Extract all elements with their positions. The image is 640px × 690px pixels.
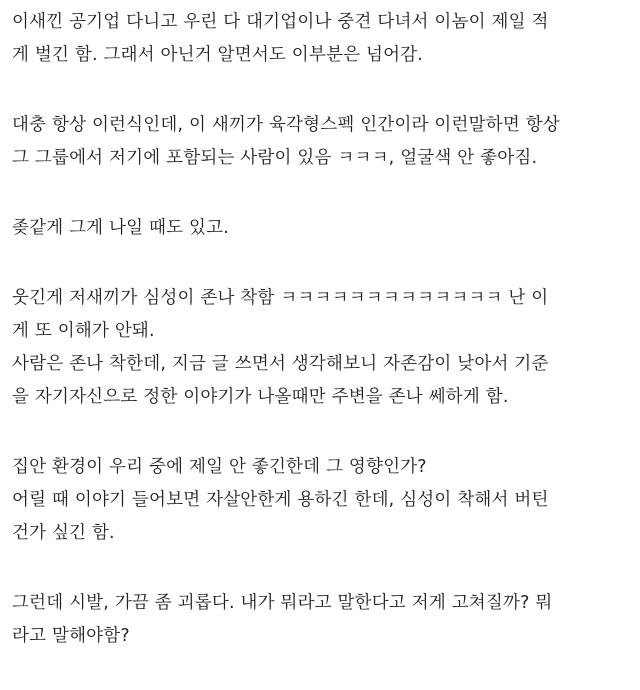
- text-line: 건가 싶긴 함.: [12, 523, 115, 543]
- paragraph-6: [12, 587, 632, 653]
- text-line: 을 자기자신으로 정한 이야기가 나올때만 주변을 존나 쎄하게 함.: [12, 387, 509, 407]
- text-line: 그 그룹에서 저기에 포함되는 사람이 있음 ㅋㅋㅋ, 얼굴색 안 좋아짐.: [12, 148, 538, 168]
- text-line: 그런데 시발, 가끔 좀 괴롭다. 내가 뭐라고 말한다고 저게 고쳐질까? 뭐: [12, 593, 553, 613]
- text-line: 게 또 이해가 안돼.: [12, 321, 155, 341]
- text-line: 집안 환경이 우리 중에 제일 안 좋긴한데 그 영향인가?: [12, 457, 427, 477]
- paragraph-3: [12, 212, 632, 245]
- paragraph-1: [12, 6, 632, 72]
- text-line: 좆같게 그게 나일 때도 있고.: [12, 218, 229, 238]
- text-line: 웃긴게 저새끼가 심성이 존나 착함 ㅋㅋㅋㅋㅋㅋㅋㅋㅋㅋㅋㅋㅋ 난 이: [12, 288, 549, 308]
- text-line: 이새낀 공기업 다니고 우린 다 대기업이나 중견 다녀서 이놈이 제일 적: [12, 12, 549, 32]
- paragraph-2: [12, 109, 632, 175]
- paragraph-5: [12, 451, 632, 550]
- paragraph-4: [12, 282, 632, 414]
- text-line: 어릴 때 이야기 들어보면 자살안한게 용하긴 한데, 심성이 착해서 버틴: [12, 490, 549, 510]
- text-line: 대충 항상 이런식인데, 이 새끼가 육각형스펙 인간이라 이런말하면 항상: [12, 115, 560, 135]
- post-body: [12, 6, 632, 690]
- text-line: 사람은 존나 착한데, 지금 글 쓰면서 생각해보니 자존감이 낮아서 기준: [12, 354, 549, 374]
- text-line: 게 벌긴 함. 그래서 아닌거 알면서도 이부분은 넘어감.: [12, 45, 424, 65]
- text-line: 라고 말해야함?: [12, 626, 130, 646]
